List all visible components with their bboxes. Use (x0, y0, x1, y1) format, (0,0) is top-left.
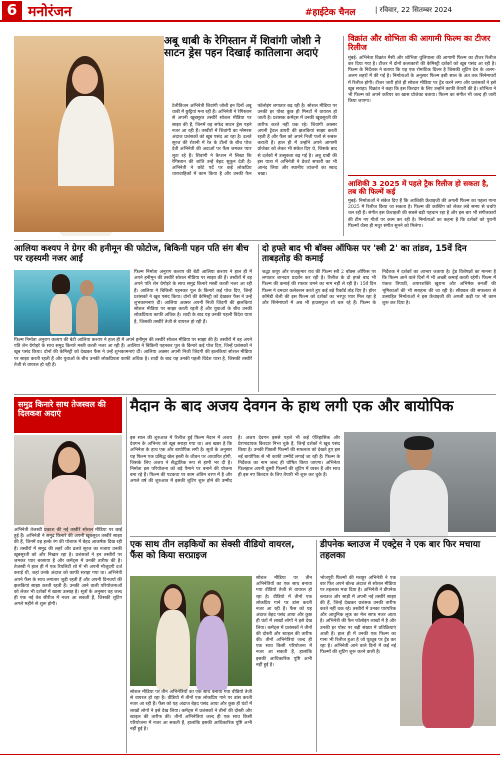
paper-name: #हाईटेक चैनल (305, 8, 356, 18)
shivangi-headline: अबू धाबी के रेगिस्तान में शिवांगी जोशी ने साटन ड्रेस पहन दिखाई कातिलाना अदाएं (164, 35, 321, 60)
deepneck-body: भोजपुरी फिल्मों की मशहूर अभिनेत्री ने एक बार फिर अपने बोल्ड अंदाज से सोशल मीडिया पर तहलका मचा दिया है। अभिनेत्री ने डीपनेक ब्लाउज और साड़ी में अपनी नई तस्वीरें साझा की हैं, जिन्हें देखकर प्रशंसक उनकी तारीफ करते नहीं थक रहे। तस्वीरों में उनका पारंपरिक और आधुनिक लुक का मेल साफ नजर आता है। अभिनेत्री की फैन फॉलोइंग लाखों में है और उनकी हर पोस्ट पर बड़ी संख्या में प्रतिक्रियाएं आती हैं। हाल ही में उनकी एक फिल्म का गाना भी रिलीज हुआ है जो यूट्यूब पर ट्रेंड कर रहा है। अभिनेत्री आने वाले दिनों में कई नई फिल्मों की शूटिंग शुरू करने वाली हैं। (320, 576, 396, 656)
stree-headline: दो हफ्ते बाद भी बॉक्स ऑफिस पर 'स्त्री 2' का तांडव, 15वें दिन ताबड़तोड़ की कमाई (262, 244, 467, 265)
aashiq-article (348, 180, 496, 238)
shivangi-photo (14, 36, 164, 232)
ajay-body: इस साल की शुरुआत में रिलीज हुई फिल्म मैदान में अजय देवगन के अभिनय को खूब सराहा गया था। अब खबर है कि अभिनेता के हाथ एक और बायोपिक लगी है। सूत्रों के अनुसार यह फिल्म एक प्रसिद्ध खेल हस्ती के जीवन पर आधारित होगी, जिसके लिए अजय ने सैद्धांतिक रूप से हामी भर दी है। निर्माता इस परियोजना को बड़े पैमाने पर बनाने की योजना बना रहे हैं। फिल्म की पटकथा पर काम अंतिम चरण में है और अगले वर्ष की शुरुआत में इसकी शूटिंग शुरू होने की उम्मीद है। अजय देवगन इससे पहले भी कई ऐतिहासिक और प्रेरणादायक किरदार निभा चुके हैं, जिन्हें दर्शकों ने खूब पसंद किया है। उनकी पिछली फिल्मों की सफलता को देखते हुए इस नई बायोपिक से भी काफी उम्मीदें लगाई जा रही हैं। फिल्म के निर्देशक का नाम जल्द ही घोषित किया जाएगा। अभिनेता फिलहाल अपनी दूसरी फिल्मों की शूटिंग में व्यस्त हैं और साथ ही इस नए किरदार के लिए तैयारी भी शुरू कर चुके हैं। (130, 436, 340, 485)
ajay-photo (344, 432, 496, 532)
aaliya-photo (14, 270, 130, 336)
ladkiyon-body-bottom: सोशल मीडिया पर तीन अभिनेत्रियों का एक साथ बनाया गया वीडियो तेजी से वायरल हो रहा है। वीडियो में तीनों एक लोकप्रिय गाने पर डांस करती नजर आ रही हैं। फैंस को यह अंदाज बेहद पसंद आया और कुछ ही घंटों में लाखों लोगों ने इसे देख लिया। कमेंट्स में प्रशंसकों ने तीनों की दोस्ती और स्टाइल की तारीफ की। तीनों अभिनेत्रियां जल्द ही एक साथ किसी परियोजना में नजर आ सकती हैं, हालांकि इसकी आधिकारिक पुष्टि अभी नहीं हुई है। (130, 690, 252, 733)
aaliya-body-right: फिल्म निर्माता अनुराग कश्यप की बेटी आलिया कश्यप ने हाल ही में अपने हनीमून की तस्वीरें सोशल मीडिया पर साझा की हैं। तस्वीरों में वह अपने पति शेन ग्रेगोइरे के साथ समुद्र किनारे मस्ती करती नजर आ रही हैं। आलिया ने बिकिनी पहनकर पूल के किनारे कई पोज दिए, जिन्हें प्रशंसकों ने खूब पसंद किया। दोनों की केमिस्ट्री को देखकर फैंस ने उन्हें शुभकामनाएं दीं। आलिया अक्सर अपनी निजी जिंदगी की झलकियां सोशल मीडिया पर साझा करती रहती हैं और युवाओं के बीच उनकी लोकप्रियता काफी अधिक है। शादी के बाद यह उनकी पहली विदेश यात्रा है, जिसकी तस्वीरें तेजी से वायरल हो रही हैं। (134, 270, 252, 325)
shivangi-body: टेलीविजन अभिनेत्री शिवांगी जोशी इन दिनों अबू धाबी में छुट्टियां मना रही हैं। अभिनेत्री ने रेगिस्तान से अपनी खूबसूरत तस्वीरें सोशल मीडिया पर साझा की हैं, जिनमें वह सफेद साटन ड्रेस पहने नजर आ रही हैं। तस्वीरों में शिवांगी का ग्लैमरस अंदाज प्रशंसकों को खूब पसंद आ रहा है। ढलते सूरज की रोशनी में रेत के टीलों के बीच पोज देती अभिनेत्री की अदाओं पर फैंस जमकर प्यार लुटा रहे हैं। शिवांगी ने कैप्शन में लिखा कि रेगिस्तान की शांति उन्हें बेहद सुकून देती है। अभिनेत्री ने छोटे पर्दे पर कई लोकप्रिय धारावाहिकों में काम किया है और उनकी फैन फॉलोइंग लगातार बढ़ रही है। सोशल मीडिया पर उनकी हर पोस्ट कुछ ही मिनटों में वायरल हो जाती है। प्रशंसक कमेंट्स में उनकी खूबसूरती की तारीफ करते नहीं थक रहे। शिवांगी अक्सर अपनी ट्रैवल डायरी की झलकियां साझा करती रहती हैं और फैंस को अपने निजी पलों से रूबरू कराती हैं। हाल ही में उन्होंने अपने आगामी प्रोजेक्ट को लेकर भी संकेत दिए थे, जिसके बाद से दर्शकों में उत्सुकता बढ़ गई है। अबू धाबी की इस यात्रा में अभिनेत्री ने डेजर्ट सफारी का भी आनंद लिया और स्थानीय व्यंजनों का स्वाद चखा। (172, 104, 337, 178)
deepneck-headline: डीपनेक ब्लाउज में एक्ट्रेस ने एक बार फिर मचाया तहलका (320, 540, 481, 561)
ladkiyon-body: सोशल मीडिया पर तीन अभिनेत्रियों का एक साथ बनाया गया वीडियो तेजी से वायरल हो रहा है। वीडियो में तीनों एक लोकप्रिय गाने पर डांस करती नजर आ रही हैं। फैंस को यह अंदाज बेहद पसंद आया और कुछ ही घंटों में लाखों लोगों ने इसे देख लिया। कमेंट्स में प्रशंसकों ने तीनों की दोस्ती और स्टाइल की तारीफ की। तीनों अभिनेत्रियां जल्द ही एक साथ किसी परियोजना में नजर आ सकती हैं, हालांकि इसकी आधिकारिक पुष्टि अभी नहीं हुई है। (256, 576, 312, 668)
ajay-article (130, 398, 496, 434)
ladkiyon-headline: एक साथ तीन लड़कियों का सेक्सी वीडियो वायरल, फैंस को किया सरप्राइज (130, 540, 295, 561)
section-title: मनोरंजन (28, 4, 72, 20)
stree-body: श्रद्धा कपूर और राजकुमार राव की फिल्म स्त्री 2 बॉक्स ऑफिस पर लगातार शानदार प्रदर्शन कर रही है। रिलीज के दो हफ्ते बाद भी फिल्म की कमाई की रफ्तार थमने का नाम नहीं ले रही है। 15वें दिन फिल्म ने दमदार कलेक्शन करते हुए कई बड़े रिकॉर्ड तोड़ दिए हैं। हॉरर कॉमेडी शैली की इस फिल्म को दर्शकों का भरपूर प्यार मिल रहा है और सिनेमाघरों में अब भी हाउसफुल शो चल रहे हैं। फिल्म के निर्देशक ने दर्शकों का आभार जताया है। ट्रेड विशेषज्ञों का मानना है कि फिल्म आने वाले दिनों में भी अच्छी कमाई करती रहेगी। फिल्म में पंकज त्रिपाठी, अपारशक्ति खुराना और अभिषेक बनर्जी की भूमिकाओं की भी सराहना की जा रही है। सीक्वल की सफलता से उत्साहित निर्माताओं ने इस फ्रेंचाइजी की अगली कड़ी पर भी काम शुरू कर दिया है। (262, 270, 496, 307)
deepneck-article (320, 540, 496, 574)
aaliya-body-bottom: फिल्म निर्माता अनुराग कश्यप की बेटी आलिया कश्यप ने हाल ही में अपने हनीमून की तस्वीरें सोशल मीडिया पर साझा की हैं। तस्वीरों में वह अपने पति शेन ग्रेगोइरे के साथ समुद्र किनारे मस्ती करती नजर आ रही हैं। आलिया ने बिकिनी पहनकर पूल के किनारे कई पोज दिए, जिन्हें प्रशंसकों ने खूब पसंद किया। दोनों की केमिस्ट्री को देखकर फैंस ने उन्हें शुभकामनाएं दीं। आलिया अक्सर अपनी निजी जिंदगी की झलकियां सोशल मीडिया पर साझा करती रहती हैं और युवाओं के बीच उनकी लोकप्रियता काफी अधिक है। शादी के बाद यह उनकी पहली विदेश यात्रा है, जिसकी तस्वीरें तेजी से वायरल हो रही हैं। (14, 338, 252, 368)
ladkiyon-article (130, 540, 310, 572)
samudra-headline: समुद्र किनारे साथ तेजस्वल की दिलकश अदाएं (18, 400, 106, 419)
samudra-article (14, 397, 122, 433)
ajay-headline: मैदान के बाद अजय देवगन के हाथ लगी एक और बायोपिक (130, 397, 454, 415)
vikrant-headline: विक्रांत और शोभिता की आगामी फिल्म का टीजर रिलीज (348, 34, 491, 53)
deepneck-photo (400, 576, 496, 726)
aashiq-body: मुंबई: निर्माताओं ने संकेत दिए हैं कि आशिकी फ्रेंचाइजी की अगली फिल्म का पहला गाना 2025 में रिलीज किया जा सकता है। फिल्म की कास्टिंग को लेकर लंबे समय से चर्चाएं चल रही हैं। संगीत इस फ्रेंचाइजी की सबसे बड़ी पहचान रहा है और इस बार भी संगीतकारों की टीम नए गीतों पर काम कर रही है। निर्माताओं का कहना है कि दर्शकों को पुरानी फिल्मों जैसा ही मधुर संगीत सुनने को मिलेगा। (348, 198, 496, 229)
ladkiyon-photo (130, 576, 252, 686)
issue-date: | रविवार, 22 सितम्बर 2024 (375, 6, 453, 14)
samudra-photo (14, 435, 122, 525)
page-masthead (0, 0, 500, 22)
aashiq-headline: आशिकी 3 2025 में पहले ट्रैक रिलीज हो सकता है, तब की फिल्में कई (348, 179, 489, 197)
vikrant-article (348, 34, 496, 174)
vikrant-body: मुंबई: अभिनेता विक्रांत मैसी और शोभिता धुलिपाला की आगामी फिल्म का टीजर रिलीज कर दिया गया है। टीजर में दोनों कलाकारों की केमिस्ट्री दर्शकों को खूब पसंद आ रही है। फिल्म के निर्देशक ने बताया कि यह एक रोमांटिक थ्रिलर है जिसकी शूटिंग देश के अलग-अलग शहरों में की गई है। निर्माताओं के अनुसार फिल्म इसी साल के अंत तक सिनेमाघरों में रिलीज होगी। टीजर जारी होते ही सोशल मीडिया पर ट्रेंड करने लगा और प्रशंसकों ने इसे खूब सराहा। विक्रांत ने कहा कि इस किरदार के लिए उन्होंने काफी तैयारी की है। शोभिता ने भी फिल्म को अपने करियर का खास प्रोजेक्ट बताया। फिल्म का संगीत भी जल्द ही जारी किया जाएगा। (348, 55, 496, 105)
page-number: 6 (2, 1, 22, 20)
samudra-body: अभिनेत्री तेजस्वी प्रकाश की नई तस्वीरें सोशल मीडिया पर छाई हुई हैं। अभिनेत्री ने समुद्र किनारे की अपनी खूबसूरत तस्वीरें साझा की हैं, जिनमें वह हल्के रंग की पोशाक में बेहद आकर्षक दिख रही हैं। तस्वीरों में समुद्र की लहरें और ढलते सूरज का नजारा उनकी खूबसूरती को और निखार रहा है। प्रशंसकों ने इन तस्वीरों पर जमकर प्यार बरसाया है और कमेंट्स में उनकी तारीफ की है। तेजस्वी ने हाल ही में एक रियलिटी शो में भी अपनी मौजूदगी दर्ज कराई थी, जहां उनके अंदाज को काफी सराहा गया था। अभिनेत्री अपने फैंस के साथ लगातार जुड़ी रहती हैं और अपनी दिनचर्या की झलकियां साझा करती रहती हैं। उनकी आने वाली परियोजनाओं को लेकर भी दर्शकों में खासा उत्साह है। सूत्रों के अनुसार वह जल्द ही एक नई वेब सीरीज में नजर आ सकती हैं, जिसकी शूटिंग अगले महीने से शुरू होगी। (14, 528, 122, 608)
aaliya-headline: आलिया कश्यप ने ग्रेगर की हनीमून की फोटोज, बिकिनी पहन पति संग बीच पर रहस्यमी नजर आईं (14, 244, 249, 265)
